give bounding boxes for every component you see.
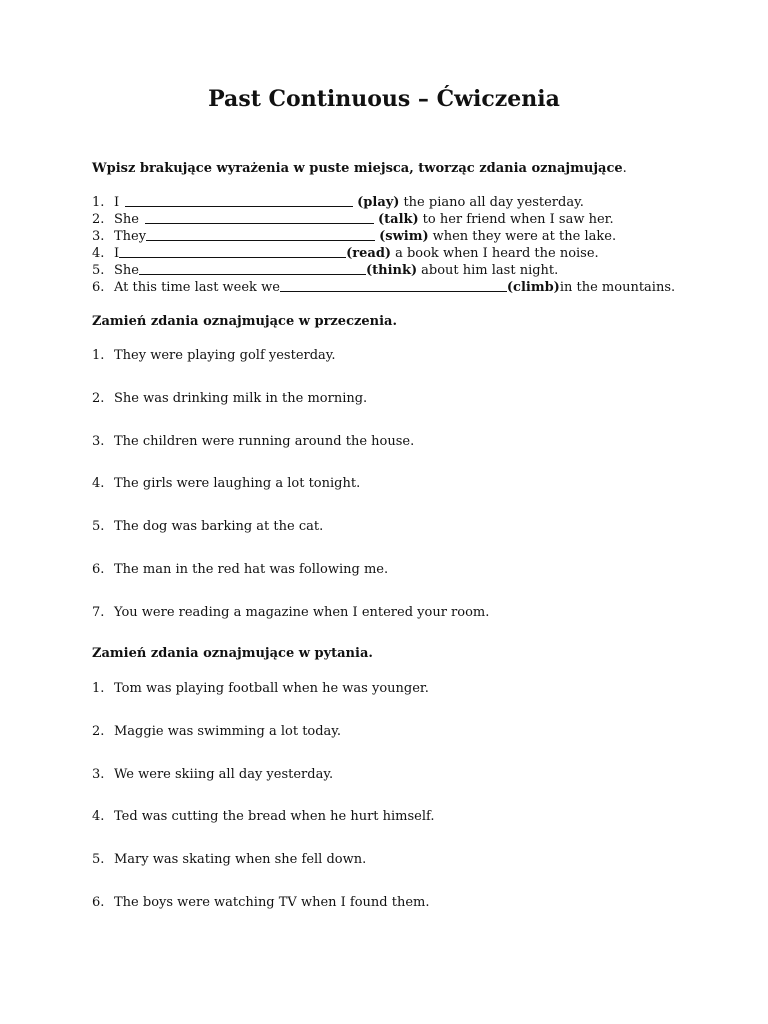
item-number: 5. — [92, 852, 105, 868]
question-item-1 — [92, 680, 435, 723]
item-number: 3. — [92, 229, 105, 244]
sentence-end: to her friend when I saw her. — [422, 212, 614, 227]
item-number: 2. — [92, 390, 105, 406]
item-number: 4. — [92, 476, 105, 492]
section1-instruction-text: Wpisz brakujące wyrażenia w puste miejsca, tworząc zdania oznajmujące — [92, 161, 623, 176]
sentence-text: The man in the red hat was following me. — [114, 561, 389, 577]
sentence-start: I — [114, 246, 120, 261]
verb-hint: (play) — [357, 195, 400, 210]
item-number: 1. — [92, 348, 105, 363]
question-exercise-list — [92, 680, 435, 937]
verb-hint: (swim) — [379, 229, 429, 244]
item-number: 5. — [92, 263, 105, 278]
sentence-end: in the mountains. — [559, 280, 676, 295]
verb-hint: (climb) — [506, 280, 560, 295]
sentence-text: The boys were watching TV when I found them. — [114, 894, 430, 910]
sentence-text: Tom was playing football when he was younger. — [114, 681, 429, 696]
negation-item-4 — [92, 475, 489, 518]
fill-item-4 — [92, 245, 675, 262]
question-item-3 — [92, 766, 435, 809]
sentence-end: about him last night. — [421, 263, 559, 278]
verb-hint: (talk) — [377, 212, 419, 227]
sentence-text: She was drinking milk in the morning. — [114, 390, 368, 406]
sentence-start: At this time last week we — [114, 280, 280, 295]
answer-blank[interactable] — [139, 262, 366, 275]
item-number: 4. — [92, 246, 105, 261]
item-number: 3. — [92, 766, 105, 782]
answer-blank[interactable] — [119, 245, 346, 258]
negation-item-6 — [92, 561, 489, 604]
item-number: 4. — [92, 809, 105, 825]
fill-item-3 — [92, 228, 675, 245]
question-item-4 — [92, 808, 435, 851]
fill-item-6 — [92, 279, 675, 296]
item-number: 1. — [92, 681, 105, 696]
negation-item-7 — [92, 604, 489, 647]
sentence-text: We were skiing all day yesterday. — [114, 766, 334, 782]
item-number: 1. — [92, 195, 105, 210]
sentence-start: They — [114, 229, 147, 244]
section1-instruction — [92, 161, 627, 176]
page-title: Past Continuous – Ćwiczenia — [208, 86, 560, 112]
item-number: 6. — [92, 280, 105, 295]
sentence-text: The children were running around the house. — [114, 433, 415, 449]
sentence-end: a book when I heard the noise. — [395, 246, 599, 261]
answer-blank[interactable] — [280, 279, 507, 292]
answer-blank[interactable] — [146, 228, 375, 241]
sentence-end: when they were at the lake. — [432, 229, 617, 244]
question-item-6 — [92, 894, 435, 937]
sentence-start: I — [114, 195, 120, 210]
fill-item-1 — [92, 194, 675, 211]
item-number: 5. — [92, 519, 105, 535]
sentence-text: You were reading a magazine when I entered your room. — [114, 604, 490, 620]
item-number: 2. — [92, 212, 105, 227]
negation-item-5 — [92, 518, 489, 561]
item-number: 3. — [92, 433, 105, 449]
fill-item-2 — [92, 211, 675, 228]
fill-item-5 — [92, 262, 675, 279]
sentence-text: Ted was cutting the bread when he hurt himself. — [114, 809, 435, 825]
sentence-text: The dog was barking at the cat. — [114, 519, 324, 535]
item-number: 6. — [92, 894, 105, 910]
verb-hint: (think) — [365, 263, 418, 278]
answer-blank[interactable] — [125, 194, 353, 207]
verb-hint: (read) — [346, 246, 392, 261]
question-item-2 — [92, 723, 435, 766]
sentence-text: They were playing golf yesterday. — [114, 348, 336, 363]
fill-in-exercise-list — [92, 194, 675, 296]
section3-instruction: Zamień zdania oznajmujące w pytania. — [92, 646, 373, 661]
sentence-start: She — [114, 212, 139, 227]
sentence-text: Mary was skating when she fell down. — [114, 852, 367, 868]
answer-blank[interactable] — [145, 211, 374, 224]
negation-item-2 — [92, 390, 489, 433]
sentence-text: The girls were laughing a lot tonight. — [114, 476, 361, 492]
item-number: 7. — [92, 604, 105, 620]
negation-item-3 — [92, 433, 489, 476]
negation-item-1 — [92, 347, 489, 390]
sentence-text: Maggie was swimming a lot today. — [114, 723, 342, 739]
section2-instruction: Zamień zdania oznajmujące w przeczenia. — [92, 314, 397, 329]
section1-instruction-period: . — [622, 161, 627, 176]
item-number: 6. — [92, 561, 105, 577]
question-item-5 — [92, 851, 435, 894]
sentence-end: the piano all day yesterday. — [403, 195, 584, 210]
negation-exercise-list — [92, 347, 489, 647]
item-number: 2. — [92, 723, 105, 739]
sentence-start: She — [114, 263, 139, 278]
